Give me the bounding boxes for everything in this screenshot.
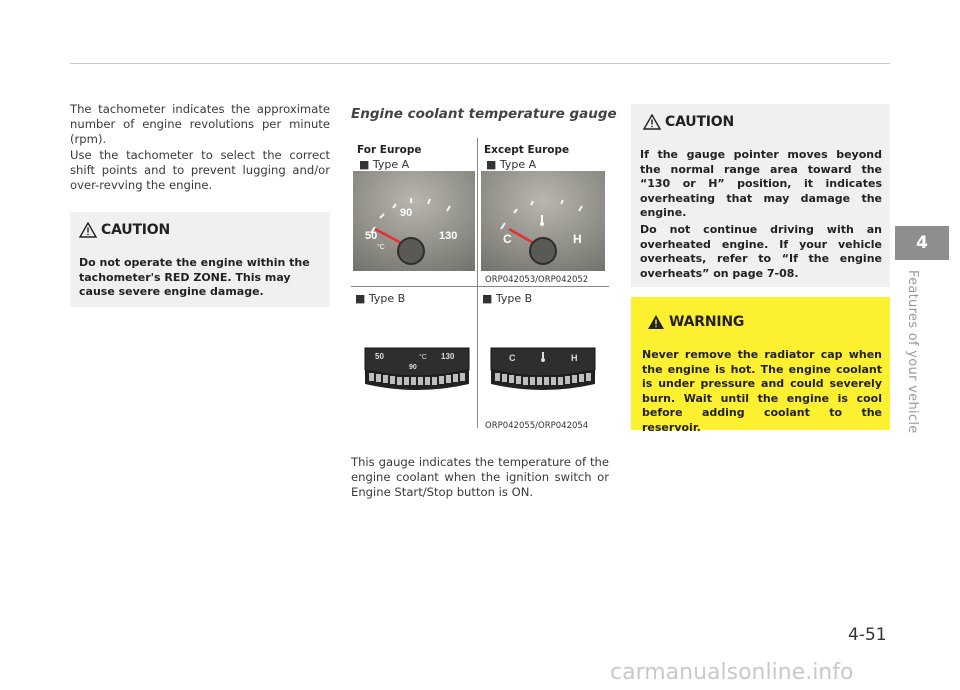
caution-title: CAUTION — [101, 222, 171, 238]
except-europe-heading: Except Europe — [484, 144, 570, 156]
gauge-a-left-unit: °C — [377, 244, 385, 251]
caution-text-overheat: If the gauge pointer moves beyond the normal range area toward the “130 or H” position, it indicates overheating that may damage the engine. — [640, 148, 882, 220]
shift-points-paragraph: Use the tachometer to select the correct shift points and to prevent lugging and/or over-revving the engine. — [70, 147, 330, 193]
gauge-a-right-low: C — [503, 232, 512, 246]
figure-code-a: ORP042053/ORP042052 — [485, 275, 589, 285]
tachometer-paragraph: The tachometer indicates the approximate number of engine revolutions per minute (rpm). — [70, 102, 330, 147]
gauge-a-right-high: H — [573, 232, 582, 246]
type-a-label-left: ■ Type A — [359, 158, 410, 171]
type-b-label-left: ■ Type B — [355, 292, 406, 305]
chapter-title-vertical — [902, 270, 922, 460]
gauge-b-left-high: 130 — [441, 352, 455, 361]
caution-text: Do not operate the engine within the tachometer's RED ZONE. This may cause severe engine damage. — [79, 256, 310, 299]
gauge-b-celsius — [361, 344, 473, 394]
top-rule — [70, 63, 890, 64]
type-a-label-right: ■ Type A — [486, 158, 537, 171]
gauge-figure — [351, 138, 609, 436]
gauge-a-left-hub — [398, 238, 424, 264]
type-b-label-right: ■ Type B — [482, 292, 533, 305]
caution-title-right: CAUTION — [665, 114, 735, 130]
for-europe-heading: For Europe — [357, 144, 422, 156]
figure-divider-vertical — [477, 138, 478, 428]
gauge-b-left-mid: 90 — [409, 364, 417, 371]
warning-heading — [647, 314, 744, 330]
caution-box-overheat — [631, 104, 890, 287]
gauge-a-left-mid: 90 — [400, 207, 413, 219]
warning-box-radiator — [631, 297, 890, 434]
chapter-title: Features of your vehicle — [905, 270, 920, 434]
warning-title: WARNING — [669, 314, 745, 330]
watermark: carmanualsonline.info — [610, 660, 854, 685]
warning-filled-triangle-icon — [647, 314, 665, 330]
figure-divider-horizontal — [351, 286, 609, 287]
gauge-a-right-hub — [530, 238, 556, 264]
chapter-tab: 4 — [895, 226, 949, 260]
section-title: Engine coolant temperature gauge — [351, 106, 617, 122]
gauge-b-ch — [487, 344, 599, 394]
caution-heading — [79, 222, 170, 238]
warning-triangle-icon — [79, 222, 97, 238]
gauge-a-ch — [481, 171, 605, 271]
gauge-b-left-low: 50 — [375, 352, 384, 361]
caution-text-continue: Do not continue driving with an overheated engine. If your vehicle overheats, refer to “If the engine overheats” on page 7-08. — [640, 223, 882, 280]
gauge-a-celsius — [353, 171, 475, 271]
gauge-b-right-high: H — [571, 353, 578, 363]
caution-box-tachometer — [70, 212, 330, 307]
gauge-b-right-low: C — [509, 353, 516, 363]
warning-text: Never remove the radiator cap when the engine is hot. The engine coolant is under pressure and could severely burn. Wait until the engine is cool before adding coolant to the reservoir. — [642, 348, 882, 434]
gauge-b-left-unit: °C — [419, 354, 427, 361]
warning-triangle-icon — [643, 114, 661, 130]
gauge-a-left-high: 130 — [439, 230, 458, 242]
left-column — [70, 102, 330, 193]
gauge-a-left-low: 50 — [365, 230, 378, 242]
coolant-paragraph: This gauge indicates the temperature of the engine coolant when the ignition switch or Engine Start/Stop button is ON. — [351, 455, 609, 500]
page-number: 4-51 — [848, 625, 887, 645]
figure-code-b: ORP042055/ORP042054 — [485, 421, 589, 431]
caution-heading-right — [643, 114, 734, 130]
